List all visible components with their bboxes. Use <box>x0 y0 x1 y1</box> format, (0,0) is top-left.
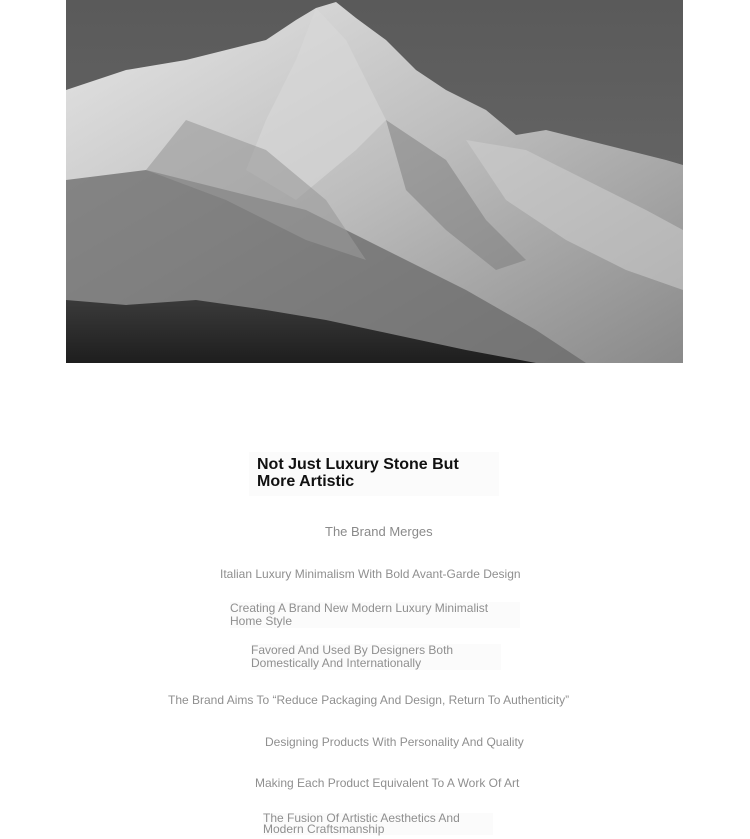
hero-image <box>66 0 683 363</box>
text-line-personality-quality: Designing Products With Personality And Quality <box>265 735 524 749</box>
section-heading: Not Just Luxury Stone But More Artistic <box>257 456 459 490</box>
text-line-home-style: Creating A Brand New Modern Luxury Minimalist Home Style <box>230 602 520 628</box>
text-line-designers: Favored And Used By Designers Both Domestically And Internationally <box>251 644 501 670</box>
text-line-italian-minimalism: Italian Luxury Minimalism With Bold Avant-Garde Design <box>220 567 521 581</box>
text-line-brand-aims: The Brand Aims To “Reduce Packaging And Design, Return To Authenticity” <box>168 693 570 707</box>
text-line-brand-merges: The Brand Merges <box>325 524 433 539</box>
mountain-image <box>66 0 683 363</box>
text-line-fusion: The Fusion Of Artistic Aesthetics And Modern Craftsmanship <box>263 813 493 835</box>
text-line-work-of-art: Making Each Product Equivalent To A Work Of Art <box>255 776 520 790</box>
